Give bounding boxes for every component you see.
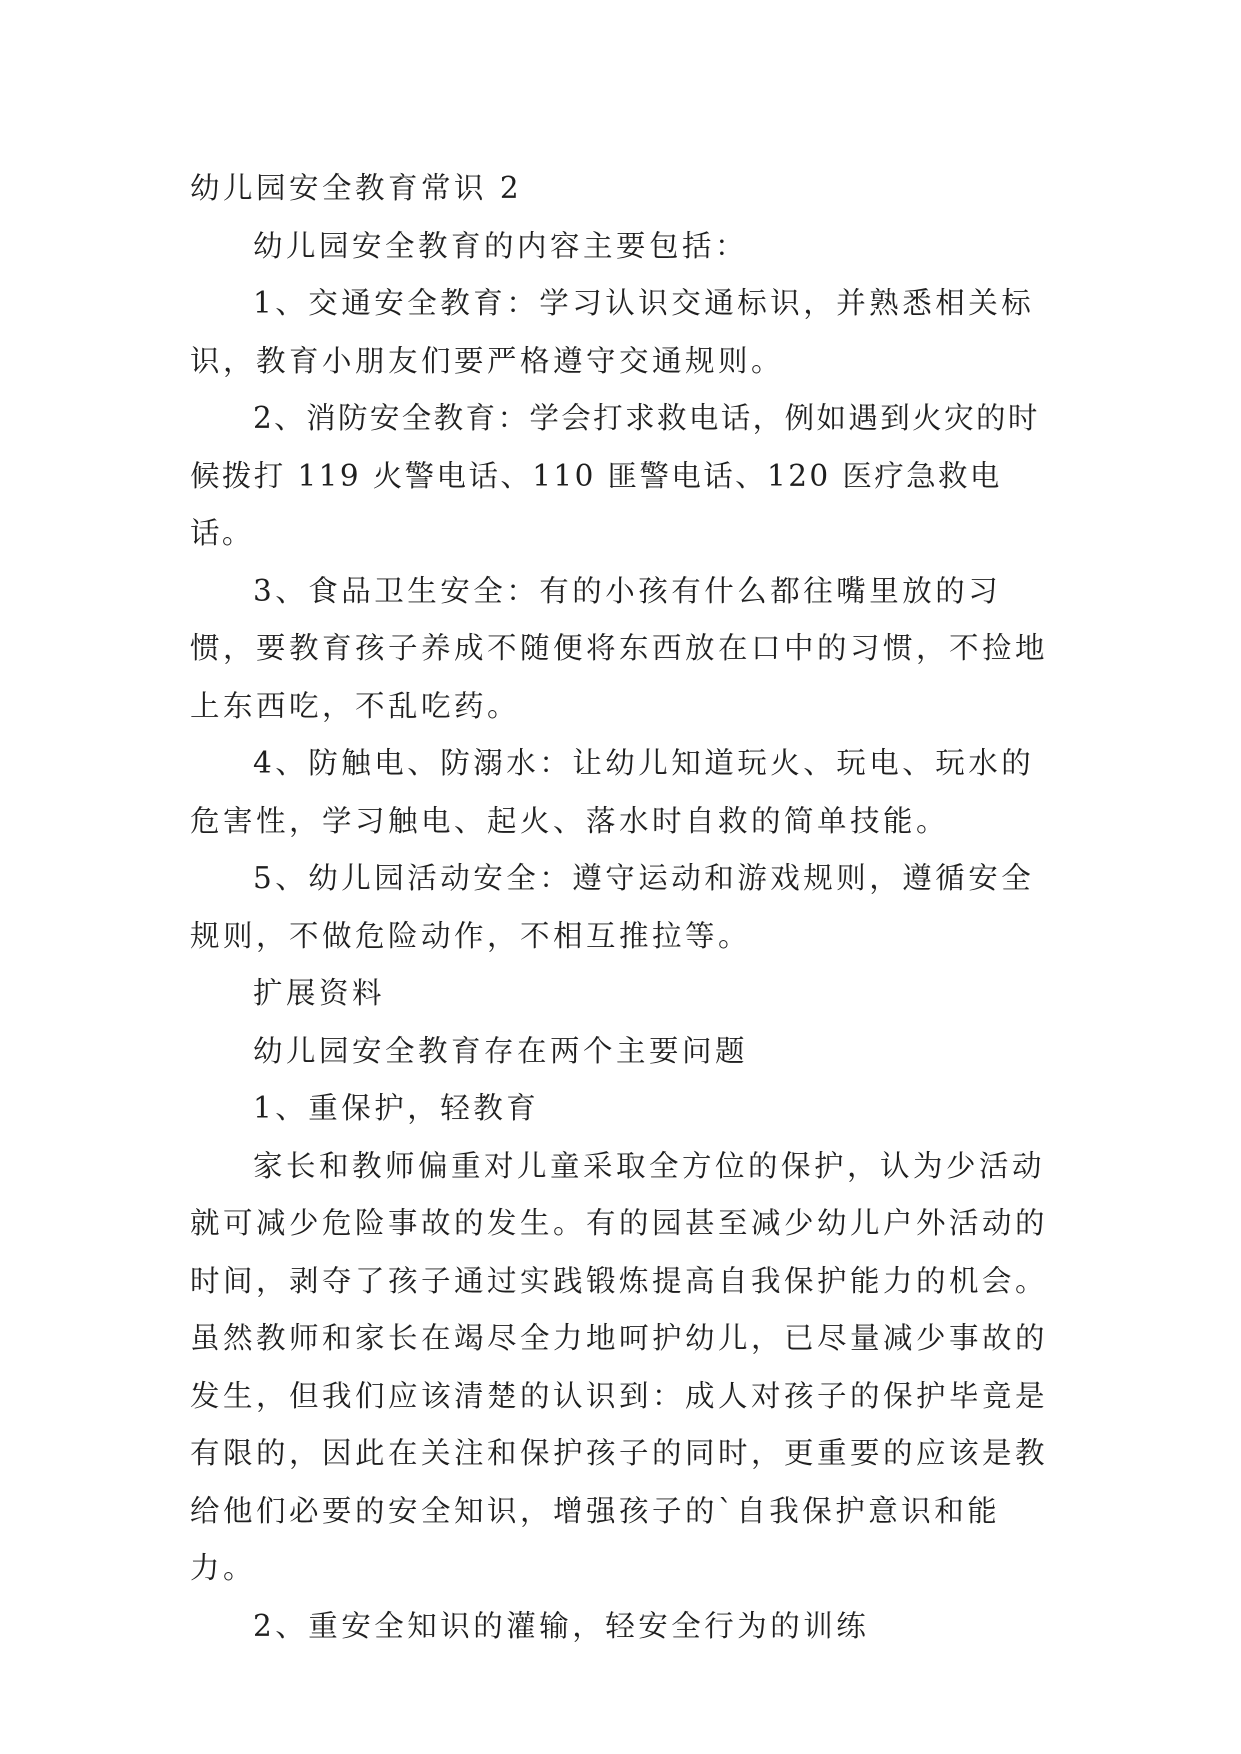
- paragraph-traffic-safety: 1、交通安全教育：学习认识交通标识，并熟悉相关标识，教育小朋友们要严格遵守交通规则。: [190, 286, 1035, 378]
- paragraph-food-safety: 3、食品卫生安全：有的小孩有什么都往嘴里放的习惯，要教育孩子养成不随便将东西放在口中的习惯，不捡地上东西吃，不乱吃药。: [190, 573, 1049, 723]
- paragraph-problems-heading: 幼儿园安全教育存在两个主要问题: [253, 1033, 749, 1068]
- document-title: 幼儿园安全教育常识 2: [190, 171, 523, 205]
- paragraph-electric-water-safety: 4、防触电、防溺水：让幼儿知道玩火、玩电、玩水的危害性，学习触电、起火、落水时自救的简单技能。: [190, 746, 1035, 838]
- document-body: [190, 160, 1050, 1655]
- paragraph-problem-1-heading: 1、重保护，轻教育: [253, 1091, 540, 1125]
- paragraph-problem-1-body: 家长和教师偏重对儿童采取全方位的保护，认为少活动就可减少危险事故的发生。有的园甚至减少幼儿户外活动的时间，剥夺了孩子通过实践锻炼提高自我保护能力的机会。虽然教师和家长在竭尽全力地呵护幼儿，已尽量减少事故的发生，但我们应该清楚的认识到：成人对孩子的保护毕竟是有限的，因此在关注和保护孩子的同时，更重要的应该是教给他们必要的安全知识，增强孩子的`自我保护意识和能力。: [190, 1148, 1049, 1585]
- paragraph-problem-2-heading: 2、重安全知识的灌输，轻安全行为的训练: [253, 1608, 870, 1643]
- paragraph-fire-safety: 2、消防安全教育：学会打求救电话，例如遇到火灾的时候拨打 119 火警电话、110 匪警电话、120 医疗急救电话。: [190, 401, 1040, 550]
- paragraph-extended-heading: 扩展资料: [253, 976, 386, 1010]
- paragraph-activity-safety: 5、幼儿园活动安全：遵守运动和游戏规则，遵循安全规则，不做危险动作，不相互推拉等。: [190, 861, 1035, 953]
- paragraph-intro: 幼儿园安全教育的内容主要包括：: [253, 228, 749, 263]
